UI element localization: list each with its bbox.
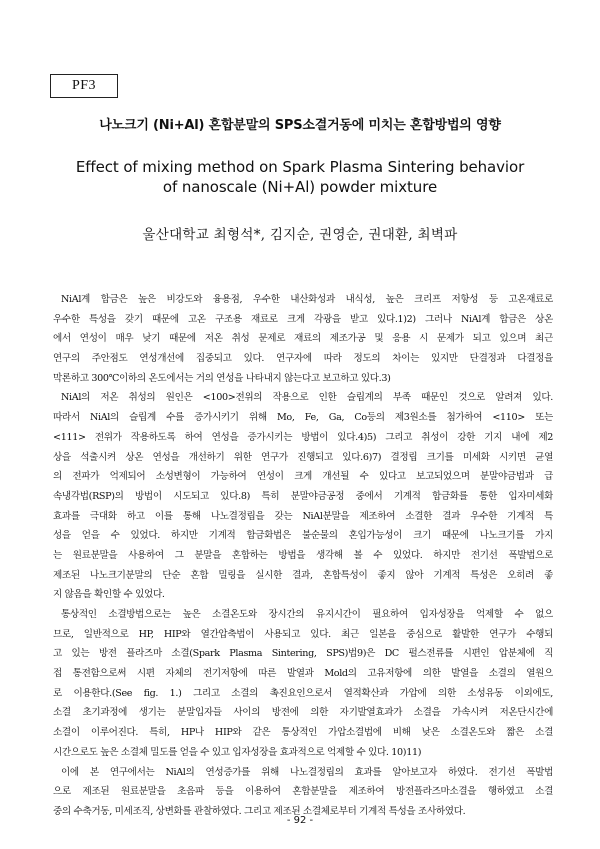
body-line: 중의 수축거동, 미세조직, 상변화를 관찰하였다. 그리고 제조된 소결체로부터 기계적 특성을 조사하였다. — [53, 805, 466, 817]
body-line: 통상적인 소결방법으로는 높은 소결온도와 장시간의 유지시간이 필요하여 입자성장을 억제할 수 없으 — [61, 609, 553, 620]
body-line: 므로, 일반적으로 HP, HIP와 열간압축법이 사용되고 있다. 최근 일본을 중심으로 활발한 연구가 수행되 — [53, 628, 553, 640]
body-line: 효과를 극대화 하고 이를 통해 나노결정립을 갖는 NiAl분말을 제조하여 소결한 결과 우수한 기계적 특 — [53, 510, 553, 522]
body-line: 따라서 NiAl의 슬립계 수를 증가시키기 위해 Mo, Fe, Ga, Co등의 제3원소를 첨가하여 <110> 또는 — [53, 412, 553, 424]
body-line: 로 이용한다.(See fig. 1.) 그리고 소결의 촉진요인으로서 열적확산과 가압에 의한 소성유동 이외에도, — [53, 687, 553, 699]
english-title-line-2: of nanoscale (Ni+Al) powder mixture — [162, 178, 438, 196]
page-number: - 92 - — [286, 815, 314, 826]
body-line: 상을 석출시켜 상온 연성을 개선하기 위한 연구가 진행되고 있다.6)7) 결정립 크기를 미세화 시키면 균열 — [53, 451, 553, 463]
body-line: 소결이 이루어진다. 특히, HP나 HIP와 같은 통상적인 가압소결법에 비해 낮은 소결온도와 짧은 소결 — [53, 727, 553, 739]
body-line: 제조된 나노크기분말의 단순 혼합 밀링을 실시한 결과, 혼합특성이 좋지 않아 기계적 특성은 오히려 좋 — [53, 569, 553, 581]
body-line: 고 있는 방전 플라즈마 소결(Spark Plasma Sintering, SPS)법9)은 DC 펄스전류를 시편인 압분체에 직 — [53, 648, 553, 660]
body-line: 막론하고 300℃이하의 온도에서는 거의 연성을 나타내지 않는다고 보고하고 있다.3) — [53, 372, 391, 384]
english-title-line-1: Effect of mixing method on Spark Plasma Sintering behavior — [75, 158, 525, 176]
body-line: 시간으로도 높은 소결체 밀도를 얻을 수 있고 입자성장을 효과적으로 억제할 수 있다. 10)11) — [53, 746, 422, 758]
english-title — [0, 157, 600, 197]
body-line: 우수한 특성을 갖기 때문에 고온 구조용 재료로 크게 각광을 받고 있다.1)2) 그러나 NiAl계 합금은 상온 — [53, 313, 553, 325]
body-line: 성을 얻을 수 있었다. 하지만 기계적 합금화법은 불순물의 혼입가능성이 크기 때문에 나노크기를 가지 — [53, 530, 553, 542]
body-line: 에서 연성이 매우 낮기 때문에 저온 취성 문제로 재료의 제조가공 및 응용 시 문제가 되고 있으며 최근 — [53, 333, 553, 345]
body-line: NiAl의 저온 취성의 원인은 <100>전위의 작용으로 인한 슬립계의 부족 때문인 것으로 알려져 있다. — [61, 392, 553, 404]
body-line: 연구의 주안점도 연성개선에 집중되고 있다. 연구자에 따라 정도의 차이는 있지만 단결정과 다결정을 — [53, 353, 553, 365]
body-line: 소결 초기과정에 생기는 분말입자들 사이의 방전에 의한 자기발열효과가 소결을 가속시켜 저온단시간에 — [53, 707, 553, 719]
body-line: 속냉각법(RSP)의 방법이 시도되고 있다.8) 특히 분말야금공정 중에서 기계적 합금화를 통한 입자미세화 — [53, 490, 553, 502]
body-line: 지 않음을 확인할 수 있었다. — [53, 589, 165, 601]
body-line: 으로 제조된 원료분말을 초음파 등을 이용하여 혼합분말을 제조하여 방전플라즈마소결을 행하였고 소결 — [53, 786, 553, 798]
body-line: 는 원료분말을 사용하여 그 분말을 혼합하는 방법을 생각해 볼 수 있었다. 하지만 전기선 폭발법으로 — [53, 549, 553, 561]
body-line: <111> 전위가 작용하도록 하여 연성을 증가시키는 방법이 있다.4)5) 그리고 취성이 강한 기지 내에 제2 — [53, 431, 553, 443]
body-line: 이에 본 연구에서는 NiAl의 연성증가를 위해 나노결정립의 효과를 알아보고자 하였다. 전기선 폭발법 — [61, 766, 553, 778]
body-line: 접 통전함으로써 시편 자체의 전기저항에 따른 발열과 Mold의 고유저항에 의한 발열을 소결의 열원으 — [53, 668, 553, 680]
body-text — [53, 290, 553, 822]
korean-title: 나노크기 (Ni+Al) 혼합분말의 SPS소결거동에 미치는 혼합방법의 영향 — [99, 118, 501, 133]
session-tag: PF3 — [50, 74, 118, 98]
body-line: NiAl계 합금은 높은 비강도와 융용점, 우수한 내산화성과 내식성, 높은 크리프 저항성 등 고온재료로 — [61, 294, 553, 305]
body-line: 의 전파가 억제되어 소성변형이 가능하여 연성이 크게 개선될 수 있다고 보고되었으며 분말야금법과 급 — [53, 471, 553, 483]
authors: 울산대학교 최형석*, 김지순, 권영순, 권대환, 최벽파 — [142, 227, 458, 243]
